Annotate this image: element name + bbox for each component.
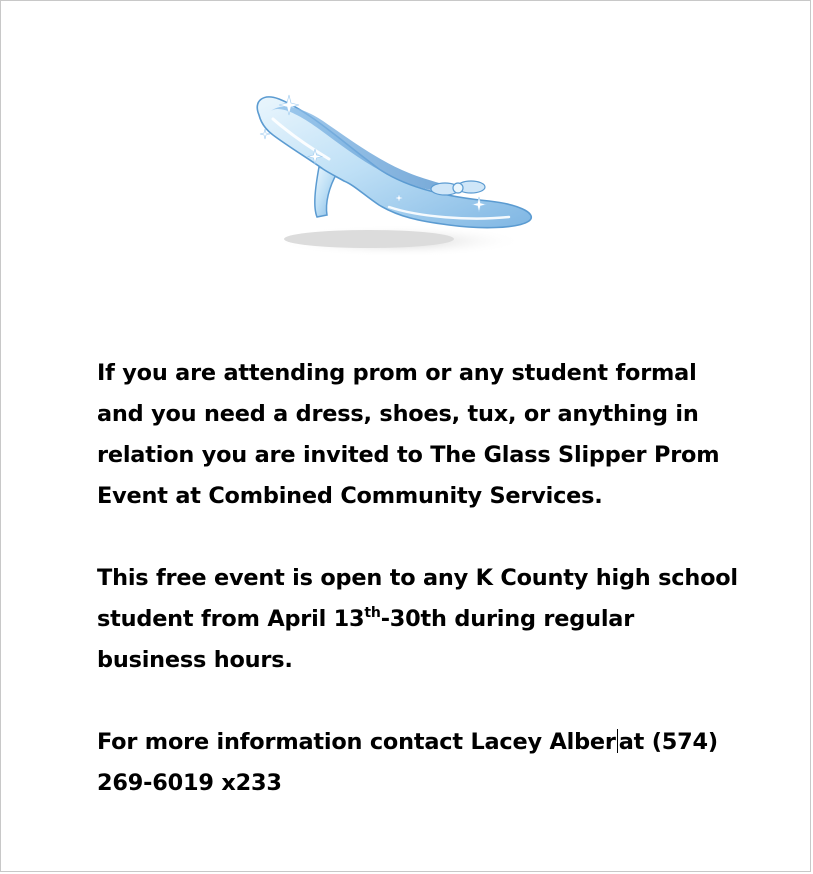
paragraph-spacer (97, 681, 747, 722)
phone-number: 269-6019 x233 (97, 770, 282, 796)
text-line: and you need a dress, shoes, tux, or anything in (97, 401, 699, 427)
paragraph-contact (97, 722, 747, 804)
text-line: student from April 13 (97, 606, 365, 632)
glass-slipper-icon (249, 89, 539, 261)
paragraph-invitation (97, 353, 747, 517)
text-cursor (617, 729, 618, 753)
text-line: For more information contact Lacey Alber (97, 729, 616, 755)
text-line: at (574) (618, 729, 718, 755)
ordinal-superscript: th (364, 604, 381, 621)
text-line: relation you are invited to The Glass Slipper Prom (97, 442, 720, 468)
text-line: -30th during regular (380, 606, 635, 632)
flyer-body (97, 353, 747, 804)
text-line: Event at Combined Community Services. (97, 483, 603, 509)
text-line: business hours. (97, 647, 293, 673)
paragraph-spacer (97, 517, 747, 558)
text-line: This free event is open to any K County high school (97, 565, 738, 591)
paragraph-event-details (97, 558, 747, 681)
text-line: If you are attending prom or any student formal (97, 360, 697, 386)
